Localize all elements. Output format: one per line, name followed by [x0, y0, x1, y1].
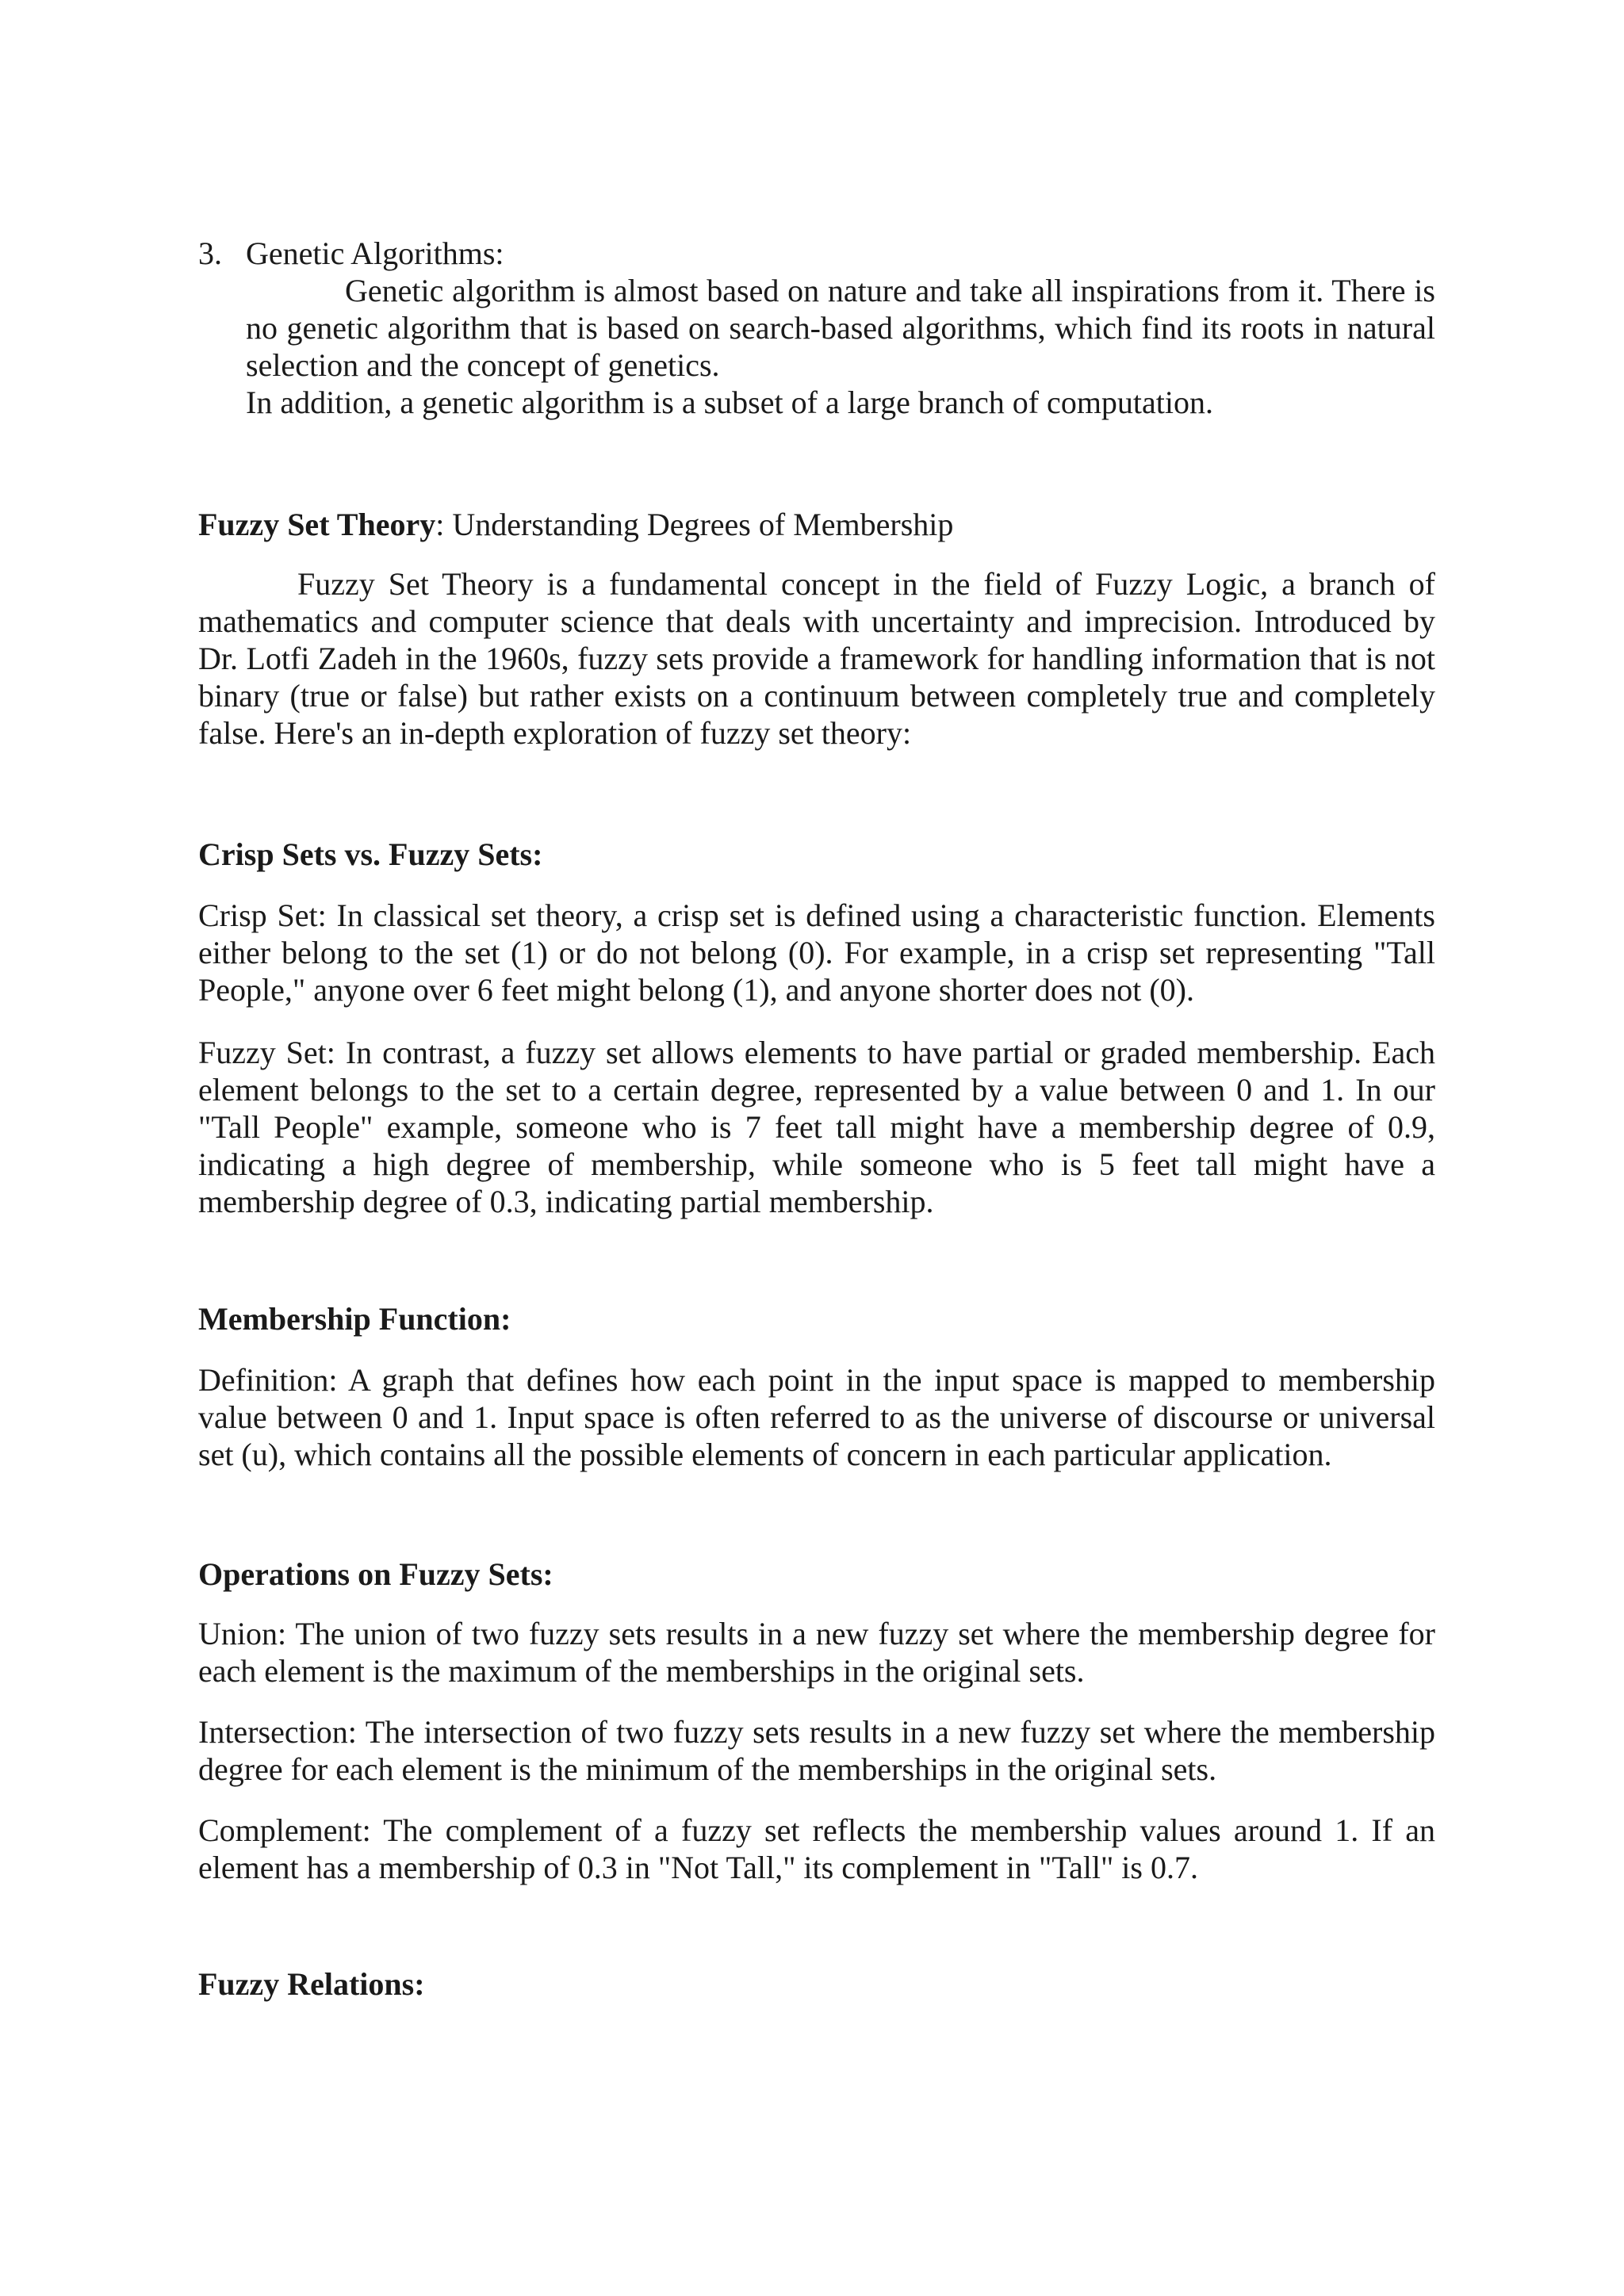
list-number: 3.: [198, 235, 222, 271]
intersection-paragraph: Intersection: The intersection of two fuzzy sets results in a new fuzzy set where the membership degree for each element is the minimum of the memberships in the original sets.: [198, 1714, 1435, 1787]
list-item-genetic-algorithms: [198, 235, 1435, 421]
fuzzy-set-theory-heading-bold: Fuzzy Set Theory: [198, 507, 436, 542]
fuzzy-set-theory-heading: [198, 506, 1435, 543]
list-item-title: Genetic Algorithms:: [246, 235, 504, 271]
crisp-vs-fuzzy-heading: Crisp Sets vs. Fuzzy Sets:: [198, 836, 543, 872]
union-paragraph: Union: The union of two fuzzy sets results in a new fuzzy set where the membership degree for each element is the maximum of the memberships in the original sets.: [198, 1616, 1435, 1689]
fuzzy-set-paragraph: Fuzzy Set: In contrast, a fuzzy set allows elements to have partial or graded membership. Each element belongs to the set to a certain degree, represented by a value between 0 and 1. In our "Tall People" example, someone who is 7 feet tall might have a membership degree of 0.9, indicating a high degree of membership, while someone who is 5 feet tall might have a membership degree of 0.3, indicating partial membership.: [198, 1035, 1435, 1219]
membership-function-definition: Definition: A graph that defines how each point in the input space is mapped to membership value between 0 and 1. Input space is often referred to as the universe of discourse or universal set (u), which contains all the possible elements of concern in each particular application.: [198, 1362, 1435, 1472]
operations-heading: Operations on Fuzzy Sets:: [198, 1556, 553, 1592]
fuzzy-set-theory-heading-rest: : Understanding Degrees of Membership: [435, 507, 954, 542]
genetic-algorithm-addition: In addition, a genetic algorithm is a subset of a large branch of computation.: [246, 385, 1214, 420]
fuzzy-relations-heading: Fuzzy Relations:: [198, 1966, 425, 2002]
fuzzy-set-theory-intro: Fuzzy Set Theory is a fundamental concept in the field of Fuzzy Logic, a branch of mathematics and computer science that deals with uncertainty and imprecision. Introduced by Dr. Lotfi Zadeh in the 1960s, fuzzy sets provide a framework for handling information that is not binary (true or false) but rather exists on a continuum between completely true and completely false. Here's an in-depth exploration of fuzzy set theory:: [198, 566, 1435, 751]
membership-function-heading: Membership Function:: [198, 1301, 511, 1337]
crisp-set-paragraph: Crisp Set: In classical set theory, a crisp set is defined using a characteristic function. Elements either belong to the set (1) or do not belong (0). For example, in a crisp set representing "Tall People," anyone over 6 feet might belong (1), and anyone shorter does not (0).: [198, 897, 1435, 1008]
complement-paragraph: Complement: The complement of a fuzzy set reflects the membership values around 1. If an element has a membership of 0.3 in "Not Tall," its complement in "Tall" is 0.7.: [198, 1812, 1435, 1885]
genetic-algorithm-paragraph: Genetic algorithm is almost based on nature and take all inspirations from it. There is no genetic algorithm that is based on search-based algorithms, which find its roots in natural selection and the concept of genetics.: [246, 273, 1435, 383]
